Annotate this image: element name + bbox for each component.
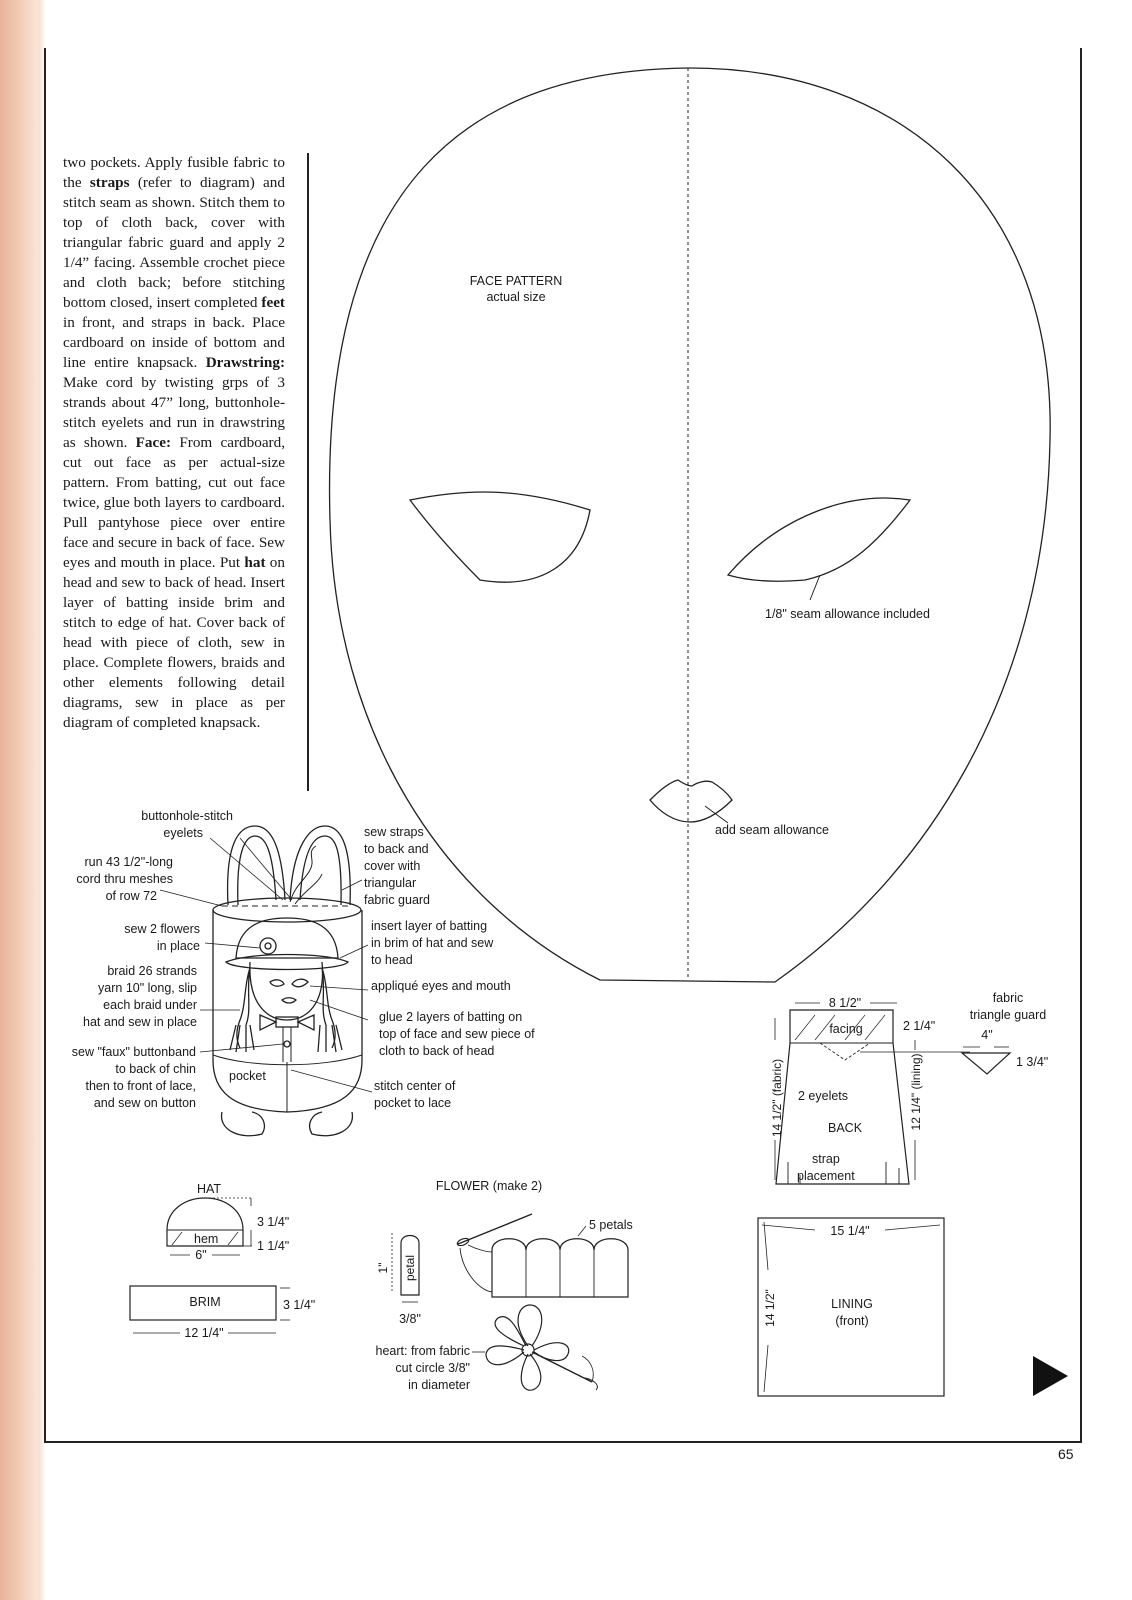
next-page-arrow-icon[interactable]: [1033, 1356, 1068, 1396]
braid-label-3: each braid under: [103, 998, 197, 1012]
eyelets-back-label: 2 eyelets: [798, 1089, 849, 1103]
lining-sub-label: (front): [835, 1314, 869, 1328]
strap-label-1: strap: [812, 1152, 840, 1166]
hat-hem-height-label: 1 1/4": [257, 1239, 290, 1253]
batting-label-2: in brim of hat and sew: [371, 936, 494, 950]
batting-label-1: insert layer of batting: [371, 919, 488, 933]
mouth-seam-note: add seam allowance: [715, 823, 829, 837]
eyelets-label-2: eyelets: [163, 826, 203, 840]
instruction-text: Make cord by twisting grps of 3 strands about 47” long, buttonhole-stitch eyelets and run in drawstring as shown.: [63, 374, 285, 451]
instruction-heading: feet: [261, 294, 285, 311]
page-number: 65: [1058, 1446, 1074, 1462]
hat-crown: [236, 918, 338, 958]
eye-seam-note: 1/8" seam allowance included: [765, 607, 930, 621]
instruction-text: two pockets. Apply fusible fabric to the: [63, 154, 285, 191]
brim-label: BRIM: [189, 1295, 221, 1309]
triangle-guard-diagram: [962, 1047, 1010, 1074]
brim-height-label: 3 1/4": [283, 1298, 316, 1312]
stitch-label-1: stitch center of: [374, 1079, 456, 1093]
straps-label-3: cover with: [364, 859, 421, 873]
brim-width-label: 12 1/4": [184, 1326, 224, 1340]
faux-label-3: then to front of lace,: [85, 1079, 196, 1093]
lining-height-label: 14 1/2": [763, 1289, 777, 1327]
face-pattern-title: FACE PATTERN: [469, 274, 563, 288]
right-foot: [310, 1112, 353, 1136]
instruction-heading: straps: [89, 174, 130, 191]
stitch-label-2: pocket to lace: [374, 1096, 452, 1110]
guard-height-label: 1 3/4": [1016, 1055, 1049, 1069]
straps-label-4: triangular: [364, 876, 417, 890]
hat-brim: [226, 955, 348, 970]
lining-label: LINING: [831, 1297, 873, 1311]
left-foot: [222, 1112, 265, 1136]
cord-label-2: cord thru meshes: [76, 872, 173, 886]
glue-label-3: cloth to back of head: [379, 1044, 495, 1058]
instruction-text: From cardboard, cut out face as per actual-size pattern. From batting, cut out face twice, glue both layers to cardboard. Pull pantyhose piece over entire face and secure in back of face. Sew eyes and mouth in place. Put: [63, 434, 286, 571]
instruction-heading: hat: [244, 554, 266, 571]
braid-label-2: yarn 10" long, slip: [98, 981, 197, 995]
hat-height-label: 3 1/4": [257, 1215, 290, 1229]
straps-label-5: fabric guard: [364, 893, 431, 907]
face-on-knapsack: [250, 962, 323, 1020]
applique-label: appliqué eyes and mouth: [371, 979, 511, 993]
faux-label-1: sew "faux" buttonband: [71, 1045, 196, 1059]
right-eye-outline: [728, 498, 910, 581]
face-pattern: [330, 68, 1051, 982]
instruction-heading: Face:: [135, 434, 172, 451]
hat-diagram: [167, 1198, 252, 1255]
glue-label-1: glue 2 layers of batting on: [379, 1010, 523, 1024]
face-pattern-subtitle: actual size: [486, 290, 546, 304]
instruction-text: on head and sew to back of head. Insert layer of batting inside brim and stitch to edge of hat. Cover back of head with piece of cloth, sew in place. Complete flowers, braids and other elements following detail diagrams, sew in place as per diagram of completed knapsack.: [63, 554, 285, 731]
strap-label-2: placement: [797, 1169, 855, 1183]
cord-label-3: of row 72: [105, 889, 157, 903]
instruction-text: (refer to diagram) and stitch seam as shown. Stitch them to top of cloth back, cover with triangular fabric guard and apply 2 1/4” facing. Assemble crochet piece and cloth back; before stitching bottom closed, insert completed: [63, 174, 285, 311]
triangle-guard-shape: [962, 1053, 1010, 1074]
petal-label: petal: [403, 1254, 417, 1282]
flower-on-hat: [260, 938, 276, 954]
heart-label-2: cut circle 3/8": [395, 1361, 470, 1375]
left-eye-outline: [410, 492, 590, 582]
mouth-note-leader: [705, 806, 728, 823]
lining-width-label: 15 1/4": [830, 1224, 870, 1238]
finished-flower: [486, 1305, 597, 1390]
straps-label-2: to back and: [364, 842, 429, 856]
guard-width-label: 4": [981, 1028, 993, 1042]
hat-width-label: 6": [195, 1248, 207, 1262]
braid-label-4: hat and sew in place: [83, 1015, 197, 1029]
heart-label-1: heart: from fabric: [375, 1344, 470, 1358]
cord-label-1: run 43 1/2"-long: [84, 855, 173, 869]
straps-label-1: sew straps: [364, 825, 424, 839]
hat-title: HAT: [196, 1182, 222, 1196]
batting-label-3: to head: [371, 953, 413, 967]
guard-title-2: triangle guard: [969, 1008, 1047, 1022]
fabric-height-label: 14 1/2" (fabric): [770, 1058, 784, 1138]
glue-label-2: top of face and sew piece of: [379, 1027, 535, 1041]
instruction-text: in front, and straps in back. Place cardboard on inside of bottom and line entire knapsack.: [63, 314, 285, 371]
guard-title-1: fabric: [992, 991, 1024, 1005]
faux-label-4: and sew on button: [93, 1096, 196, 1110]
petal-width-label: 3/8": [399, 1312, 421, 1326]
facing-height-label: 2 1/4": [903, 1019, 936, 1033]
flower-title: FLOWER (make 2): [435, 1179, 543, 1193]
flowers-label-2: in place: [156, 939, 200, 953]
hat-hem-label: hem: [194, 1232, 219, 1246]
face-outline: [330, 68, 1051, 982]
back-label: BACK: [828, 1121, 863, 1135]
pocket-label: pocket: [229, 1069, 266, 1083]
lining-height-label: 12 1/4" (lining): [909, 1053, 923, 1131]
flowers-label-1: sew 2 flowers: [124, 922, 200, 936]
faux-label-2: to back of chin: [115, 1062, 196, 1076]
facing-label: facing: [829, 1022, 863, 1036]
petal-height-label: 1": [376, 1262, 390, 1274]
eyelets-label-1: buttonhole-stitch: [141, 809, 233, 823]
left-strap: [228, 826, 285, 905]
instruction-heading: Drawstring:: [205, 354, 285, 371]
braid-label-1: braid 26 strands: [107, 964, 197, 978]
back-width-label: 8 1/2": [828, 996, 862, 1010]
mouth-outline: [650, 780, 732, 822]
heart-label-3: in diameter: [408, 1378, 470, 1392]
petals-label: 5 petals: [589, 1218, 633, 1232]
